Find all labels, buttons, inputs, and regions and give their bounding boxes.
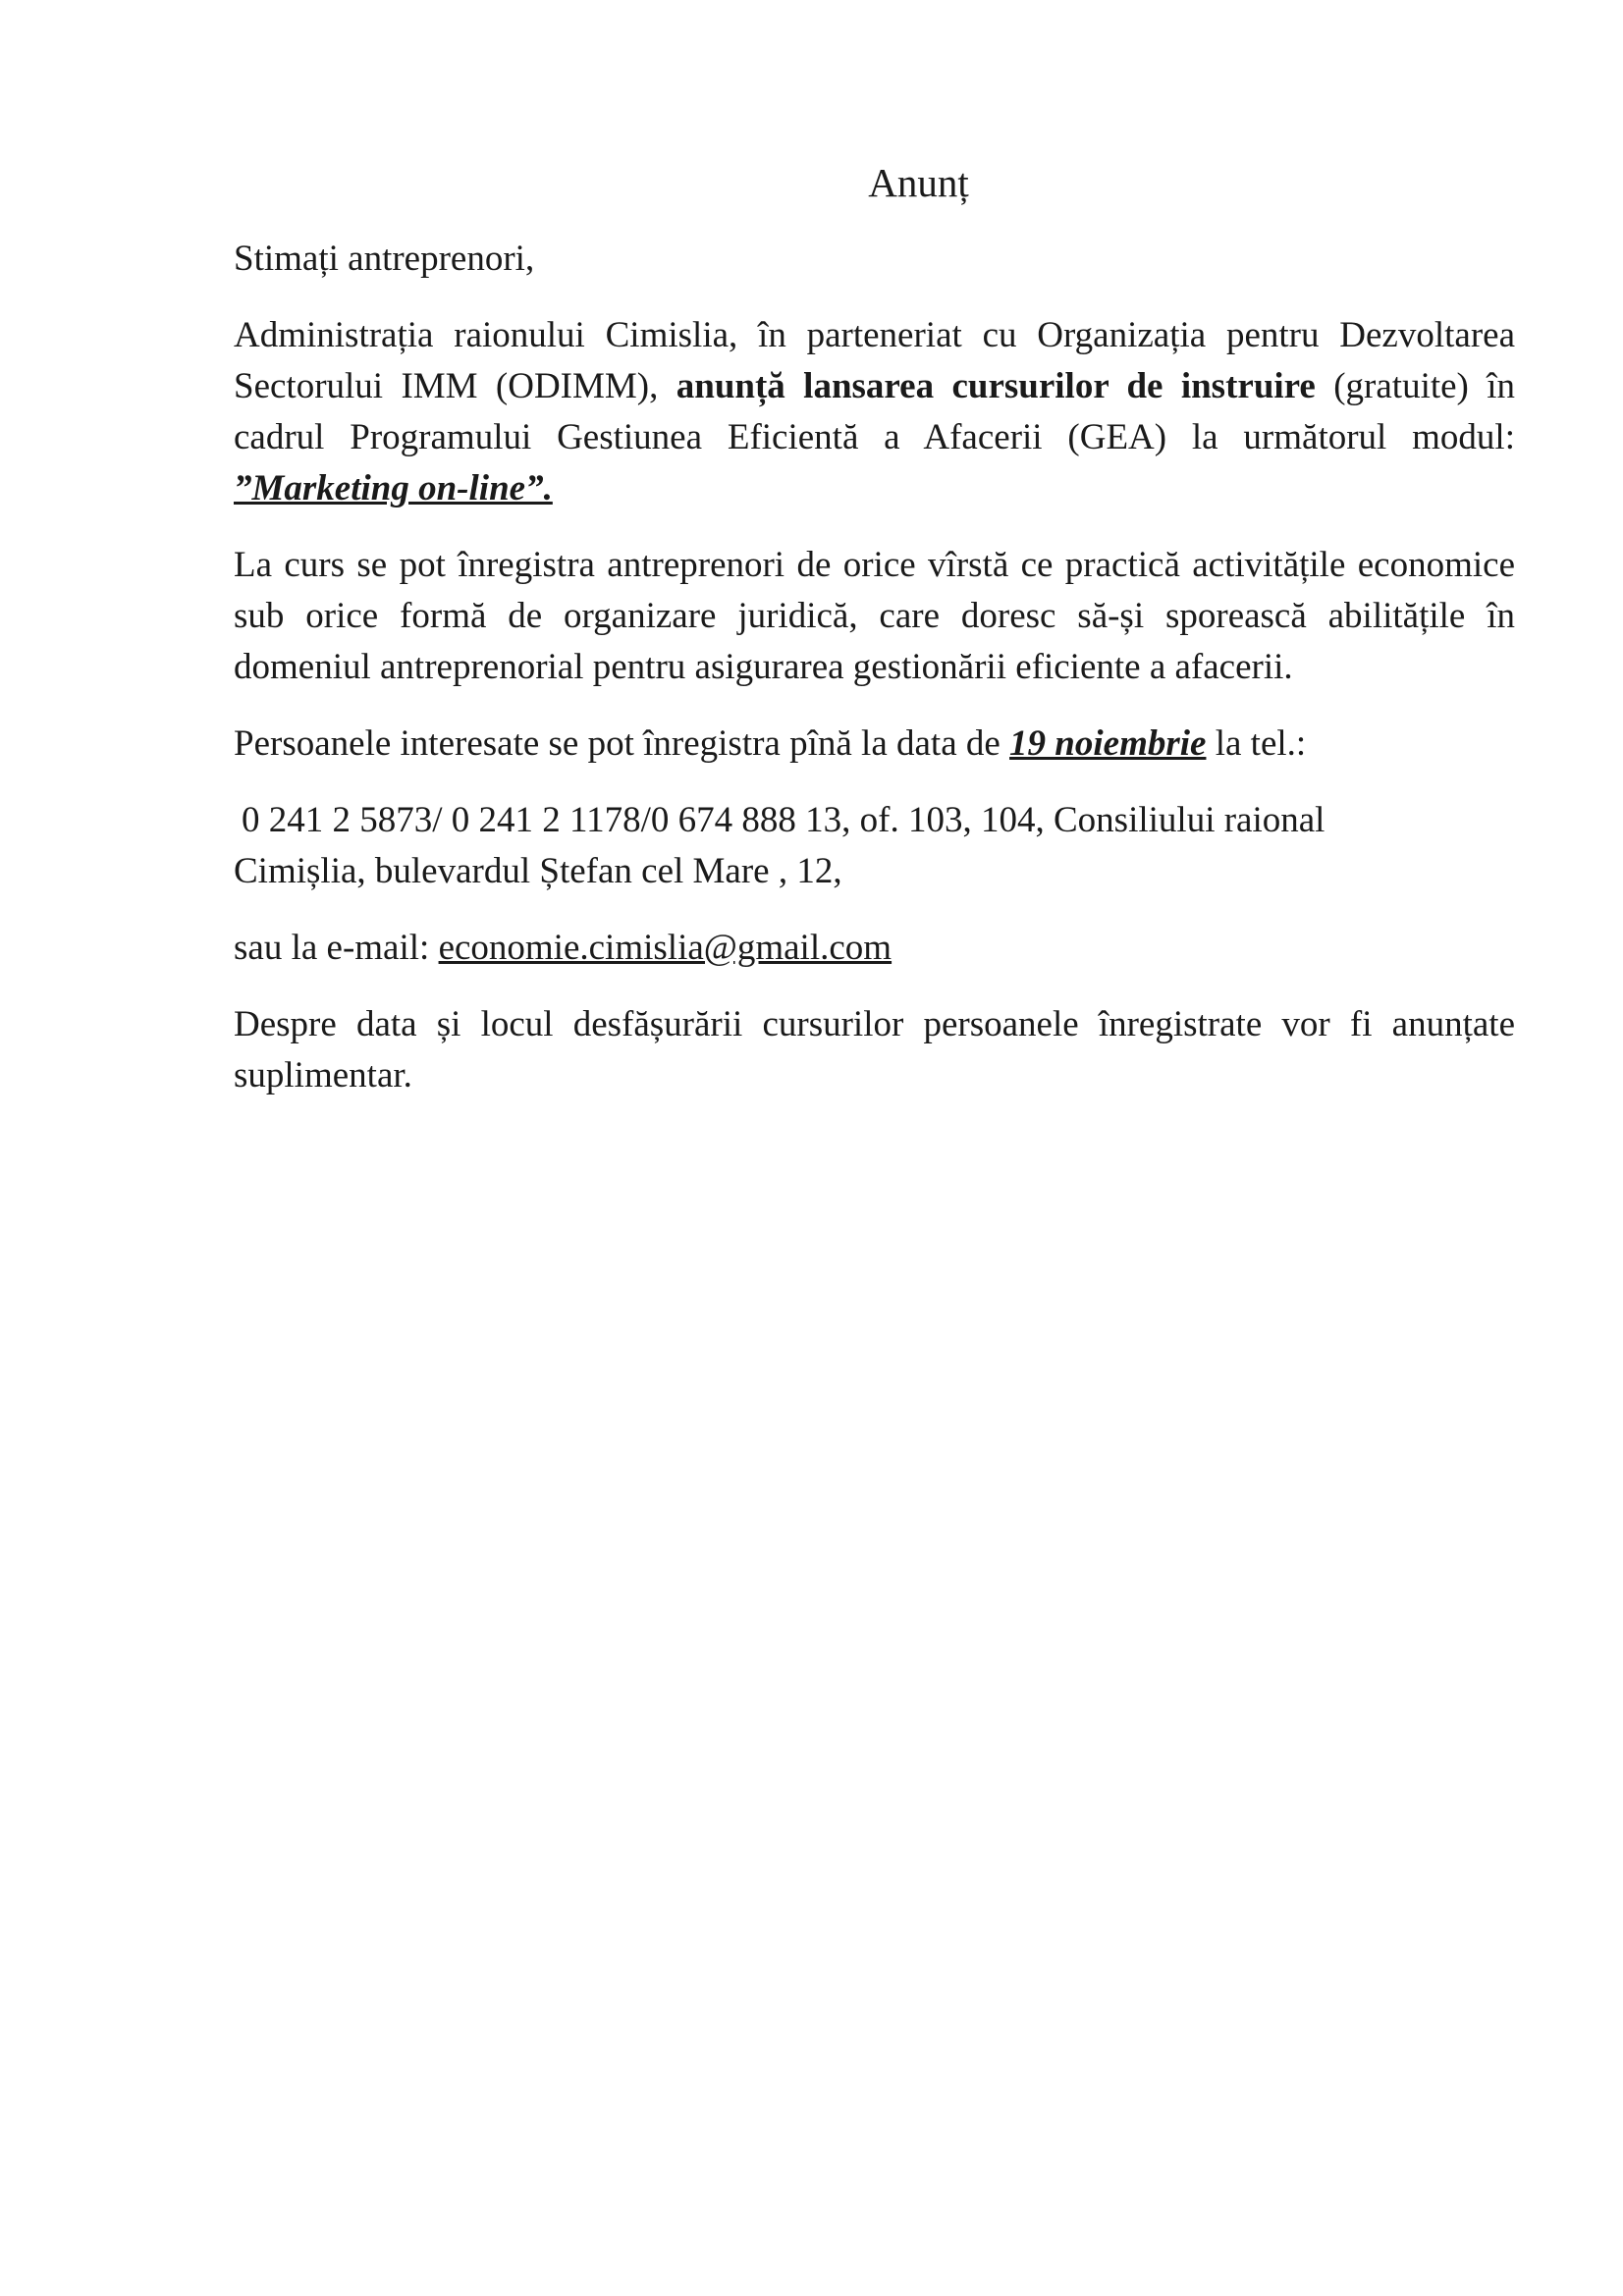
intro-bold-announcement: anunță lansarea cursurilor de instruire [676, 366, 1316, 406]
registration-deadline: 19 noiembrie [1009, 723, 1207, 764]
paragraph-email [234, 923, 1515, 974]
greeting: Stimați antreprenori, [234, 239, 535, 279]
contact-phones: 0 241 2 5873/ 0 241 2 1178/0 674 888 13, of. 103, 104, Consiliului raional [242, 800, 1325, 840]
registration-text-after: la tel.: [1206, 723, 1307, 764]
intro-text-2: (gratuite) în cadrul Programului Gestiunea Eficientă a Afacerii (GEA) la următorul modul: [234, 366, 1516, 457]
registration-text-before: Persoanele interesate se pot înregistra pînă la data de [234, 723, 1010, 764]
paragraph-closing: Despre data și locul desfășurării cursurilor persoanele înregistrate vor fi anunțate suplimentar. [234, 1004, 1515, 1095]
module-name: ”Marketing on-line”. [234, 468, 553, 508]
document-page [234, 155, 1515, 1127]
email-prefix: sau la e-mail: [234, 928, 439, 968]
paragraph-registration [234, 719, 1515, 770]
document-title: Anunț [868, 160, 969, 205]
intro-text-1: Administrația raionului Cimislia, în parteneriat cu Organizația pentru Dezvoltarea Sectorului IMM (ODIMM), [234, 315, 1515, 406]
email-link[interactable]: economie.cimislia@gmail.com [438, 928, 893, 968]
contact-address: Cimișlia, bulevardul Ștefan cel Mare , 12, [234, 851, 842, 891]
paragraph-intro [234, 310, 1515, 514]
paragraph-contact [234, 795, 1515, 897]
paragraph-eligibility: La curs se pot înregistra antreprenori de orice vîrstă ce practică activitățile economice sub orice formă de organizare juridică, care doresc să-și sporească abilitățile în domeniul antreprenorial pentru asigurarea gestionării eficiente a afacerii. [234, 545, 1515, 687]
